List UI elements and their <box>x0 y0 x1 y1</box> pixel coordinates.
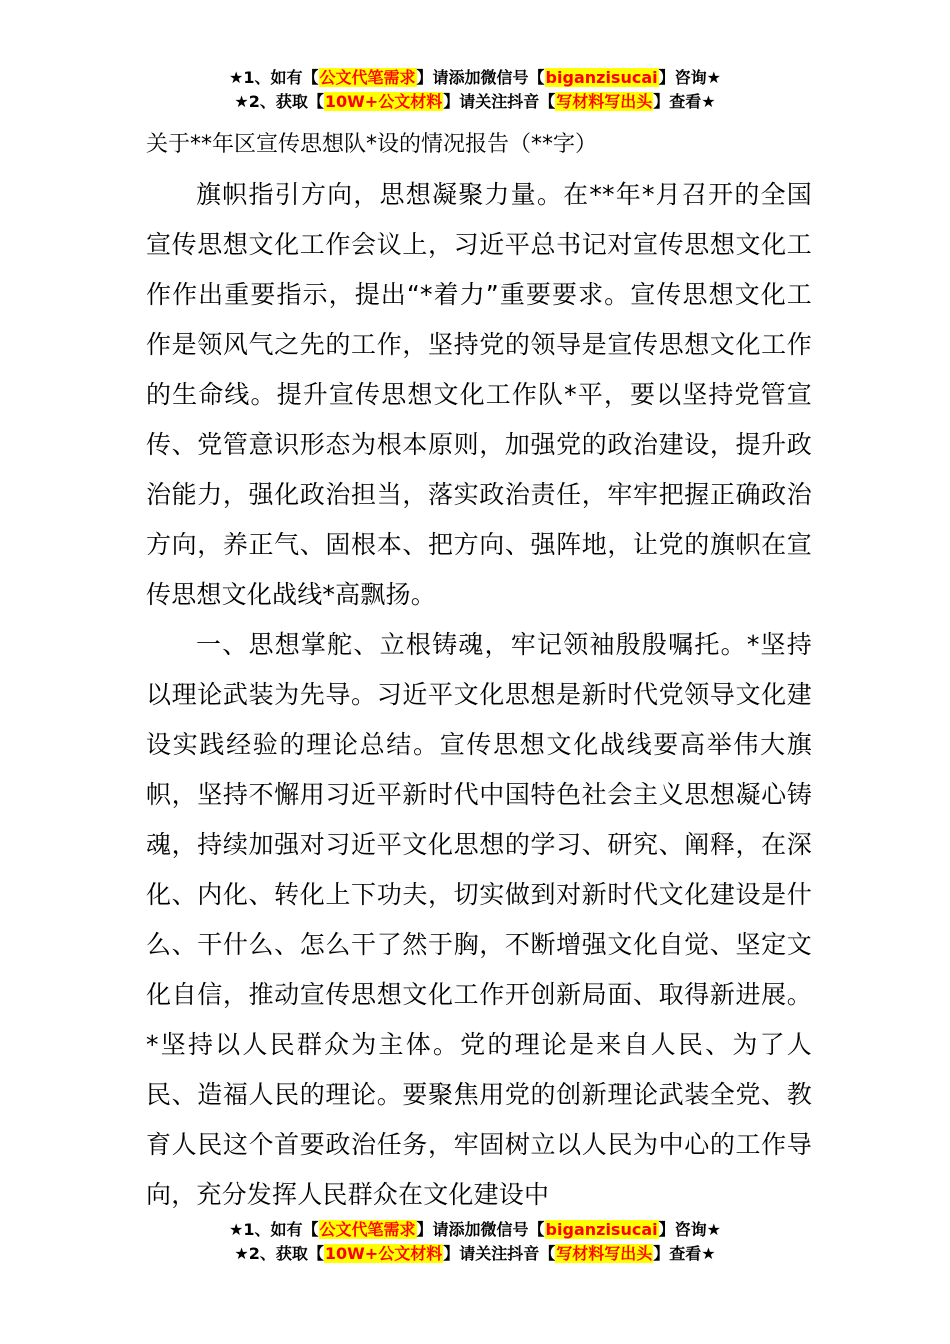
promo-highlight-douyin: 写材料写出头 <box>556 1244 653 1263</box>
top-promo-banner <box>0 66 950 114</box>
promo-highlight-douyin: 写材料写出头 <box>556 92 653 111</box>
promo-text: ★1、如有【 <box>229 1220 319 1239</box>
promo-text: 】请添加微信号【 <box>416 1220 545 1239</box>
bottom-promo-banner <box>0 1218 950 1266</box>
promo-line-2 <box>0 90 950 114</box>
promo-text: ★2、获取【 <box>234 1244 324 1263</box>
promo-highlight: 10W+公文材料 <box>324 1244 443 1263</box>
document-body <box>146 120 812 1220</box>
document-title: 关于**年区宣传思想队*设的情况报告（**字） <box>146 132 598 157</box>
promo-highlight: 10W+公文材料 <box>324 92 443 111</box>
promo-highlight-wechat: biganzisucai <box>545 68 658 87</box>
promo-line-1 <box>0 1218 950 1242</box>
promo-text: 】请关注抖音【 <box>443 92 556 111</box>
promo-line-1 <box>0 66 950 90</box>
paragraph: 一、思想掌舵、立根铸魂，牢记领袖殷殷嘱托。*坚持以理论武装为先导。习近平文化思想是新时代党领导文化建设实践经验的理论总结。宣传思想文化战线要高举伟大旗帜，坚持不懈用习近平新时代中国特色社会主义思想凝心铸魂，持续加强对习近平文化思想的学习、研究、阐释，在深化、内化、转化上下功夫，切实做到对新时代文化建设是什么、干什么、怎么干了然于胸，不断增强文化自觉、坚定文化自信，推动宣传思想文化工作开创新局面、取得新进展。*坚持以人民群众为主体。党的理论是来自人民、为了人民、造福人民的理论。要聚焦用党的创新理论武装全党、教育人民这个首要政治任务，牢固树立以人民为中心的工作导向，充分发挥人民群众在文化建设中 <box>146 630 812 1209</box>
promo-text: 】请添加微信号【 <box>416 68 545 87</box>
promo-text: 】查看★ <box>653 92 716 111</box>
promo-text: 】查看★ <box>653 1244 716 1263</box>
promo-text: ★2、获取【 <box>234 92 324 111</box>
paragraph: 旗帜指引方向，思想凝聚力量。在**年*月召开的全国宣传思想文化工作会议上，习近平总书记对宣传思想文化工作作出重要指示，提出“*着力”重要要求。宣传思想文化工作是领风气之先的工作，坚持党的领导是宣传思想文化工作的生命线。提升宣传思想文化工作队*平，要以坚持党管宣传、党管意识形态为根本原则，加强党的政治建设，提升政治能力，强化政治担当，落实政治责任，牢牢把握正确政治方向，养正气、固根本、把方向、强阵地，让党的旗帜在宣传思想文化战线*高飘扬。 <box>146 180 812 609</box>
promo-text: 】咨询★ <box>658 1220 721 1239</box>
promo-highlight: 公文代笔需求 <box>319 68 416 87</box>
promo-line-2 <box>0 1242 950 1266</box>
promo-highlight-wechat: biganzisucai <box>545 1220 658 1239</box>
promo-text: 】咨询★ <box>658 68 721 87</box>
promo-text: 】请关注抖音【 <box>443 1244 556 1263</box>
promo-text: ★1、如有【 <box>229 68 319 87</box>
promo-highlight: 公文代笔需求 <box>319 1220 416 1239</box>
